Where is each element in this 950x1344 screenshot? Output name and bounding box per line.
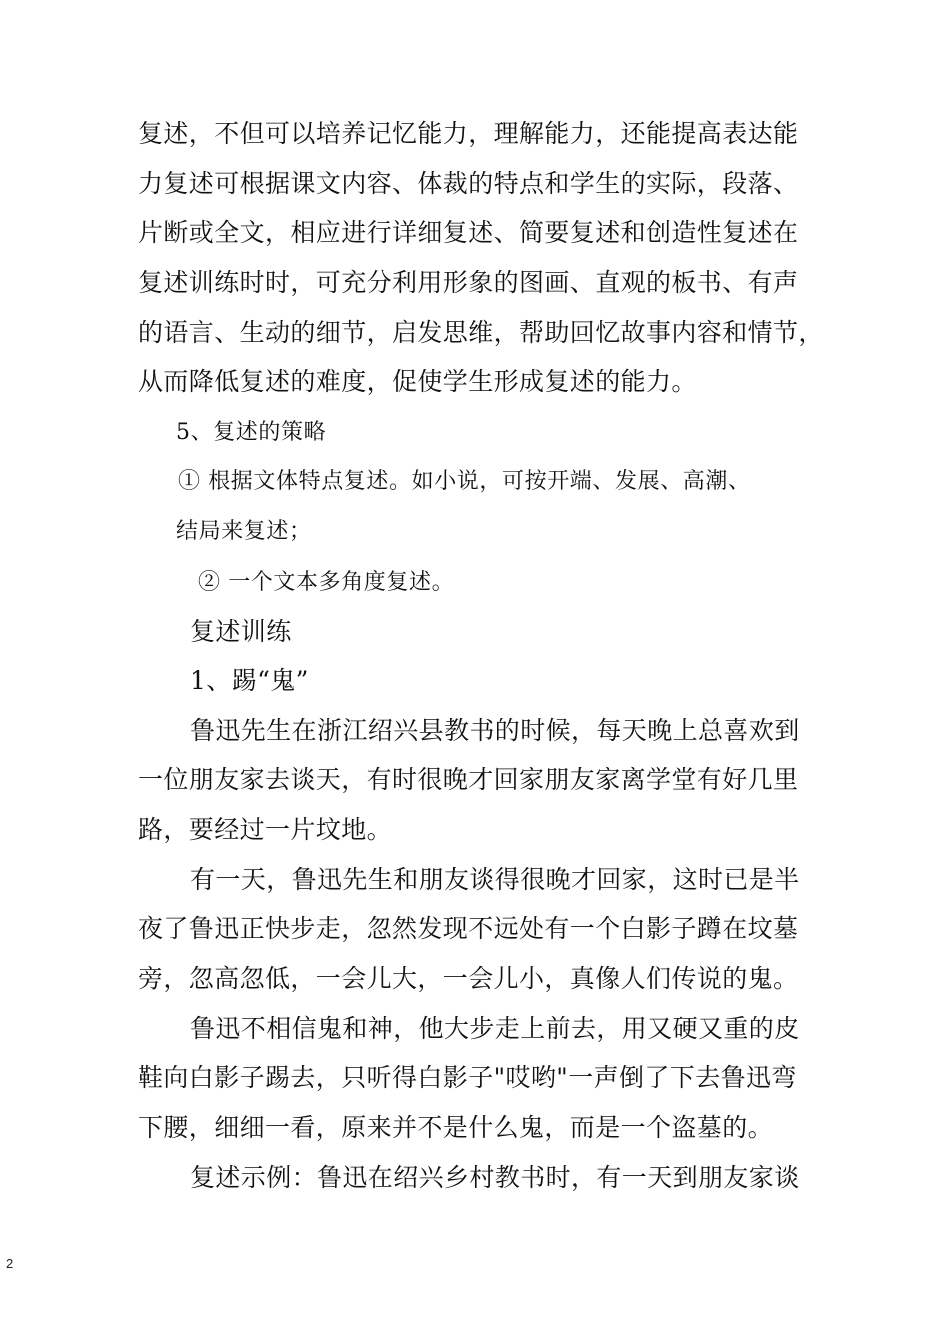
strategy-item-1: ① 根据文体特点复述。如小说，可按开端、发展、高潮、 (178, 469, 751, 494)
example-line-1: 复述示例：鲁迅在绍兴乡村教书时，有一天到朋友家谈 (190, 1163, 800, 1192)
paragraph-2-line-3: 旁，忽高忽低，一会儿大，一会儿小，真像人们传说的鬼。 (138, 964, 799, 993)
text-line-4: 复述训练时时，可充分利用形象的图画、直观的板书、有声 (138, 268, 799, 297)
paragraph-1-line-2: 一位朋友家去谈天，有时很晚才回家朋友家离学堂有好几里 (138, 765, 799, 794)
text-line-5: 的语言、生动的细节，启发思维，帮助回忆故事内容和情节， (138, 318, 824, 347)
paragraph-2-line-1: 有一天，鲁迅先生和朋友谈得很晚才回家，这时已是半 (190, 865, 800, 894)
text-line-6: 从而降低复述的难度，促使学生形成复述的能力。 (138, 367, 697, 396)
paragraph-3-line-2: 鞋向白影子踢去，只听得白影子"哎哟"一声倒了下去鲁迅弯 (138, 1063, 797, 1092)
page-number: 2 (6, 1256, 14, 1271)
text-line-1: 复述，不但可以培养记忆能力，理解能力，还能提高表达能 (138, 119, 799, 148)
paragraph-1-line-3: 路，要经过一片坟地。 (138, 815, 393, 844)
section-heading-training: 复述训练 (190, 617, 292, 646)
paragraph-3-line-3: 下腰，细细一看，原来并不是什么鬼，而是一个盗墓的。 (138, 1113, 774, 1142)
text-line-2: 力复述可根据课文内容、体裁的特点和学生的实际，段落、 (138, 169, 799, 198)
text-line-3: 片断或全文，相应进行详细复述、简要复述和创造性复述在 (138, 218, 799, 247)
section-heading-strategies: 5、复述的策略 (176, 420, 327, 445)
strategy-item-2: ② 一个文本多角度复述。 (198, 570, 455, 595)
paragraph-2-line-2: 夜了鲁迅正快步走，忽然发现不远处有一个白影子蹲在坟墓 (138, 914, 799, 943)
story-title: 1、踢“鬼” (190, 666, 309, 695)
strategy-item-1-continued: 结局来复述； (176, 519, 312, 544)
paragraph-1-line-1: 鲁迅先生在浙江绍兴县教书的时候，每天晚上总喜欢到 (190, 716, 800, 745)
paragraph-3-line-1: 鲁迅不相信鬼和神，他大步走上前去，用又硬又重的皮 (190, 1014, 800, 1043)
